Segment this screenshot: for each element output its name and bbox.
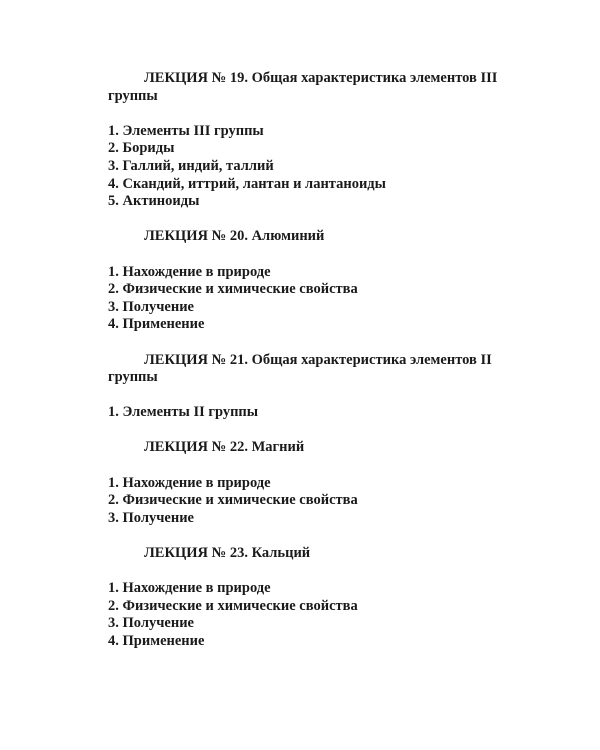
list-item: 2. Физические и химические свойства	[108, 281, 358, 298]
list-item: 2. Физические и химические свойства	[108, 492, 358, 509]
list-item: 4. Применение	[108, 633, 205, 649]
list-item: 2. Бориды	[108, 140, 175, 157]
lecture-title: ЛЕКЦИЯ № 21. Общая характеристика элементов II группы	[108, 351, 492, 386]
list-item: 4. Скандий, иттрий, лантан и лантаноиды	[108, 175, 386, 192]
lecture-21	[108, 352, 508, 422]
lecture-23	[108, 545, 508, 651]
lecture-title: ЛЕКЦИЯ № 22. Магний	[144, 439, 305, 456]
lecture-topic-list	[108, 123, 508, 211]
list-item: 3. Получение	[108, 298, 194, 315]
list-item: 5. Актиноиды	[108, 193, 200, 210]
list-item: 4. Применение	[108, 316, 205, 333]
list-item: 1. Нахождение в природе	[108, 474, 271, 491]
list-item: 1. Нахождение в природе	[108, 580, 271, 597]
lecture-20	[108, 228, 508, 334]
list-item: 2. Физические и химические свойства	[108, 597, 358, 614]
lecture-title: ЛЕКЦИЯ № 20. Алюминий	[144, 228, 325, 245]
lecture-topic-list	[108, 404, 508, 422]
lecture-22	[108, 439, 508, 527]
lecture-19	[108, 70, 508, 211]
lecture-topic-list	[108, 580, 508, 650]
list-item: 1. Нахождение в природе	[108, 263, 271, 280]
list-item: 3. Галлий, индий, таллий	[108, 157, 274, 174]
lecture-topic-list	[108, 264, 508, 334]
list-item: 1. Элементы II группы	[108, 404, 259, 421]
list-item: 1. Элементы III группы	[108, 122, 264, 139]
list-item: 3. Получение	[108, 615, 194, 632]
lecture-title: ЛЕКЦИЯ № 19. Общая характеристика элементов III группы	[108, 70, 498, 104]
lecture-outline	[108, 70, 508, 668]
lecture-title: ЛЕКЦИЯ № 23. Кальций	[144, 545, 311, 562]
list-item: 3. Получение	[108, 509, 194, 526]
lecture-topic-list	[108, 475, 508, 528]
